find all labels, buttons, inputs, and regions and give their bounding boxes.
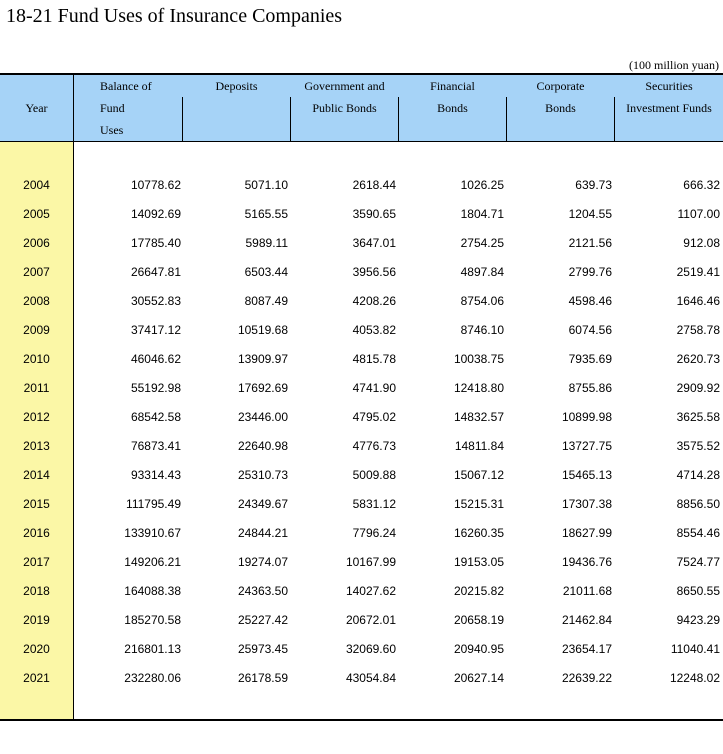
securities-cell: 1646.46: [676, 294, 720, 308]
header-balance-line-3: Uses: [100, 123, 124, 137]
gov-bonds-cell: 3956.56: [352, 265, 396, 279]
table-row: [0, 374, 723, 403]
table-row: [0, 200, 723, 229]
header-fin-bonds-line-2: Bonds: [437, 101, 468, 115]
header-fin-bonds: [399, 75, 506, 141]
table-row: [0, 229, 723, 258]
balance-cell: 17785.40: [130, 236, 181, 250]
fin-bonds-cell: 16260.35: [453, 526, 504, 540]
balance-cell: 93314.43: [130, 468, 181, 482]
header-balance-line-1: Balance of: [100, 79, 152, 93]
fin-bonds-cell: 10038.75: [453, 352, 504, 366]
balance-cell: 149206.21: [124, 555, 181, 569]
securities-cell: 2909.92: [676, 381, 720, 395]
year-cell: 2005: [23, 207, 50, 221]
corp-bonds-cell: 21462.84: [561, 613, 612, 627]
gov-bonds-cell: 4053.82: [352, 323, 396, 337]
balance-cell: 133910.67: [124, 526, 181, 540]
header-divider-3: [398, 97, 399, 141]
table-row: [0, 606, 723, 635]
securities-cell: 2758.78: [676, 323, 720, 337]
header-securities-line-1: Securities: [645, 79, 693, 93]
balance-cell: 46046.62: [130, 352, 181, 366]
deposits-cell: 8087.49: [244, 294, 288, 308]
fin-bonds-cell: 8754.06: [460, 294, 504, 308]
year-cell: 2014: [23, 468, 50, 482]
securities-cell: 8650.55: [676, 584, 720, 598]
fin-bonds-cell: 20658.19: [453, 613, 504, 627]
deposits-cell: 5989.11: [245, 236, 288, 250]
header-year-line: Year: [25, 101, 48, 115]
header-securities: [615, 75, 723, 141]
header-year: [0, 75, 73, 141]
table-row: [0, 171, 723, 200]
header-divider-1: [182, 97, 183, 141]
corp-bonds-cell: 4598.46: [568, 294, 612, 308]
corp-bonds-cell: 13727.75: [561, 439, 612, 453]
deposits-cell: 25310.73: [237, 468, 288, 482]
balance-cell: 26647.81: [130, 265, 181, 279]
table-row: [0, 664, 723, 693]
deposits-cell: 26178.59: [237, 671, 288, 685]
deposits-cell: 25227.42: [237, 613, 288, 627]
securities-cell: 666.32: [683, 178, 720, 192]
table-row: [0, 345, 723, 374]
corp-bonds-cell: 23654.17: [561, 642, 612, 656]
year-cell: 2011: [23, 381, 50, 395]
year-cell: 2004: [23, 178, 50, 192]
balance-cell: 37417.12: [130, 323, 181, 337]
corp-bonds-cell: 7935.69: [568, 352, 612, 366]
gov-bonds-cell: 32069.60: [345, 642, 396, 656]
securities-cell: 912.08: [683, 236, 720, 250]
header-corp-bonds: [507, 75, 614, 141]
corp-bonds-cell: 15465.13: [561, 468, 612, 482]
balance-cell: 216801.13: [124, 642, 181, 656]
year-cell: 2007: [23, 265, 50, 279]
deposits-cell: 24349.67: [237, 497, 288, 511]
gov-bonds-cell: 10167.99: [345, 555, 396, 569]
fin-bonds-cell: 19153.05: [453, 555, 504, 569]
year-cell: 2008: [23, 294, 50, 308]
gov-bonds-cell: 4776.73: [352, 439, 396, 453]
unit-note: (100 million yuan): [629, 58, 719, 72]
deposits-cell: 25973.45: [237, 642, 288, 656]
balance-cell: 55192.98: [130, 381, 181, 395]
table-row: [0, 519, 723, 548]
corp-bonds-cell: 2121.56: [568, 236, 612, 250]
header-gov-bonds-line-1: Government and: [304, 79, 385, 93]
balance-cell: 10778.62: [130, 178, 181, 192]
corp-bonds-cell: 8755.86: [568, 381, 612, 395]
securities-cell: 9423.29: [676, 613, 720, 627]
header-securities-line-2: Investment Funds: [626, 101, 712, 115]
corp-bonds-cell: 2799.76: [568, 265, 612, 279]
year-cell: 2020: [23, 642, 50, 656]
deposits-cell: 19274.07: [237, 555, 288, 569]
gov-bonds-cell: 5831.12: [352, 497, 396, 511]
header-divider-4: [506, 97, 507, 141]
header-gov-bonds-line-2: Public Bonds: [312, 101, 377, 115]
gov-bonds-cell: 20672.01: [345, 613, 396, 627]
gov-bonds-cell: 3590.65: [352, 207, 396, 221]
gov-bonds-cell: 5009.88: [352, 468, 396, 482]
table-row: [0, 635, 723, 664]
securities-cell: 2519.41: [676, 265, 720, 279]
corp-bonds-cell: 6074.56: [568, 323, 612, 337]
table-row: [0, 403, 723, 432]
deposits-cell: 17692.69: [237, 381, 288, 395]
table-row: [0, 548, 723, 577]
securities-cell: 2620.73: [676, 352, 720, 366]
securities-cell: 3625.58: [676, 410, 720, 424]
deposits-cell: 5071.10: [244, 178, 288, 192]
year-cell: 2019: [23, 613, 50, 627]
deposits-cell: 10519.68: [237, 323, 288, 337]
fin-bonds-cell: 4897.84: [460, 265, 504, 279]
fin-bonds-cell: 12418.80: [453, 381, 504, 395]
balance-cell: 68542.58: [130, 410, 181, 424]
securities-cell: 8856.50: [676, 497, 720, 511]
securities-cell: 3575.52: [676, 439, 720, 453]
header-corp-bonds-line-1: Corporate: [536, 79, 585, 93]
securities-cell: 8554.46: [676, 526, 720, 540]
fin-bonds-cell: 1026.25: [460, 178, 504, 192]
securities-cell: 11040.41: [670, 642, 720, 656]
header-deposits: [183, 75, 290, 141]
securities-cell: 12248.02: [669, 671, 720, 685]
corp-bonds-cell: 10899.98: [561, 410, 612, 424]
table-row: [0, 316, 723, 345]
fin-bonds-cell: 15067.12: [453, 468, 504, 482]
header-fin-bonds-line-1: Financial: [430, 79, 475, 93]
gov-bonds-cell: 4208.26: [352, 294, 396, 308]
gov-bonds-cell: 4795.02: [352, 410, 396, 424]
header-corp-bonds-line-2: Bonds: [545, 101, 576, 115]
corp-bonds-cell: 17307.38: [561, 497, 612, 511]
deposits-cell: 5165.55: [244, 207, 288, 221]
table-title: 18-21 Fund Uses of Insurance Companies: [6, 5, 343, 27]
deposits-cell: 6503.44: [244, 265, 288, 279]
header-divider-2: [290, 97, 291, 141]
gov-bonds-cell: 14027.62: [345, 584, 396, 598]
gov-bonds-cell: 4815.78: [352, 352, 396, 366]
year-cell: 2017: [23, 555, 50, 569]
table-row: [0, 287, 723, 316]
header-balance-line-2: Fund: [100, 101, 125, 115]
balance-cell: 14092.69: [130, 207, 181, 221]
fin-bonds-cell: 20940.95: [453, 642, 504, 656]
fin-bonds-cell: 2754.25: [460, 236, 504, 250]
deposits-cell: 24363.50: [237, 584, 288, 598]
deposits-cell: 24844.21: [237, 526, 288, 540]
balance-cell: 164088.38: [124, 584, 181, 598]
year-cell: 2009: [23, 323, 50, 337]
table-row: [0, 461, 723, 490]
deposits-cell: 22640.98: [237, 439, 288, 453]
securities-cell: 1107.00: [677, 207, 720, 221]
fin-bonds-cell: 20627.14: [453, 671, 504, 685]
balance-cell: 185270.58: [124, 613, 181, 627]
corp-bonds-cell: 19436.76: [561, 555, 612, 569]
table-row: [0, 490, 723, 519]
fin-bonds-cell: 15215.31: [453, 497, 504, 511]
header-deposits-line: Deposits: [215, 79, 258, 93]
year-cell: 2006: [23, 236, 50, 250]
fin-bonds-cell: 8746.10: [460, 323, 504, 337]
balance-cell: 30552.83: [130, 294, 181, 308]
corp-bonds-cell: 1204.55: [568, 207, 612, 221]
securities-cell: 4714.28: [676, 468, 720, 482]
year-cell: 2018: [23, 584, 50, 598]
gov-bonds-cell: 7796.24: [352, 526, 396, 540]
year-cell: 2013: [23, 439, 50, 453]
balance-cell: 232280.06: [124, 671, 181, 685]
bottom-rule: [0, 719, 723, 721]
year-cell: 2012: [23, 410, 50, 424]
gov-bonds-cell: 4741.90: [352, 381, 396, 395]
deposits-cell: 13909.97: [237, 352, 288, 366]
balance-cell: 76873.41: [130, 439, 181, 453]
fin-bonds-cell: 20215.82: [453, 584, 504, 598]
header-divider-5: [614, 97, 615, 141]
gov-bonds-cell: 3647.01: [352, 236, 396, 250]
gov-bonds-cell: 43054.84: [345, 671, 396, 685]
year-cell: 2010: [23, 352, 50, 366]
fin-bonds-cell: 14811.84: [454, 439, 504, 453]
header-balance: [74, 75, 182, 141]
year-cell: 2016: [23, 526, 50, 540]
balance-cell: 111795.49: [126, 497, 181, 511]
corp-bonds-cell: 639.73: [575, 178, 612, 192]
fin-bonds-cell: 1804.71: [460, 207, 504, 221]
year-cell: 2021: [23, 671, 50, 685]
corp-bonds-cell: 22639.22: [561, 671, 612, 685]
deposits-cell: 23446.00: [237, 410, 288, 424]
fin-bonds-cell: 14832.57: [453, 410, 504, 424]
header-gov-bonds: [291, 75, 398, 141]
table-row: [0, 577, 723, 606]
corp-bonds-cell: 21011.68: [562, 584, 612, 598]
table-row: [0, 258, 723, 287]
gov-bonds-cell: 2618.44: [352, 178, 396, 192]
securities-cell: 7524.77: [676, 555, 720, 569]
table-row: [0, 432, 723, 461]
header-bottom-rule: [0, 141, 723, 142]
year-cell: 2015: [23, 497, 50, 511]
corp-bonds-cell: 18627.99: [561, 526, 612, 540]
